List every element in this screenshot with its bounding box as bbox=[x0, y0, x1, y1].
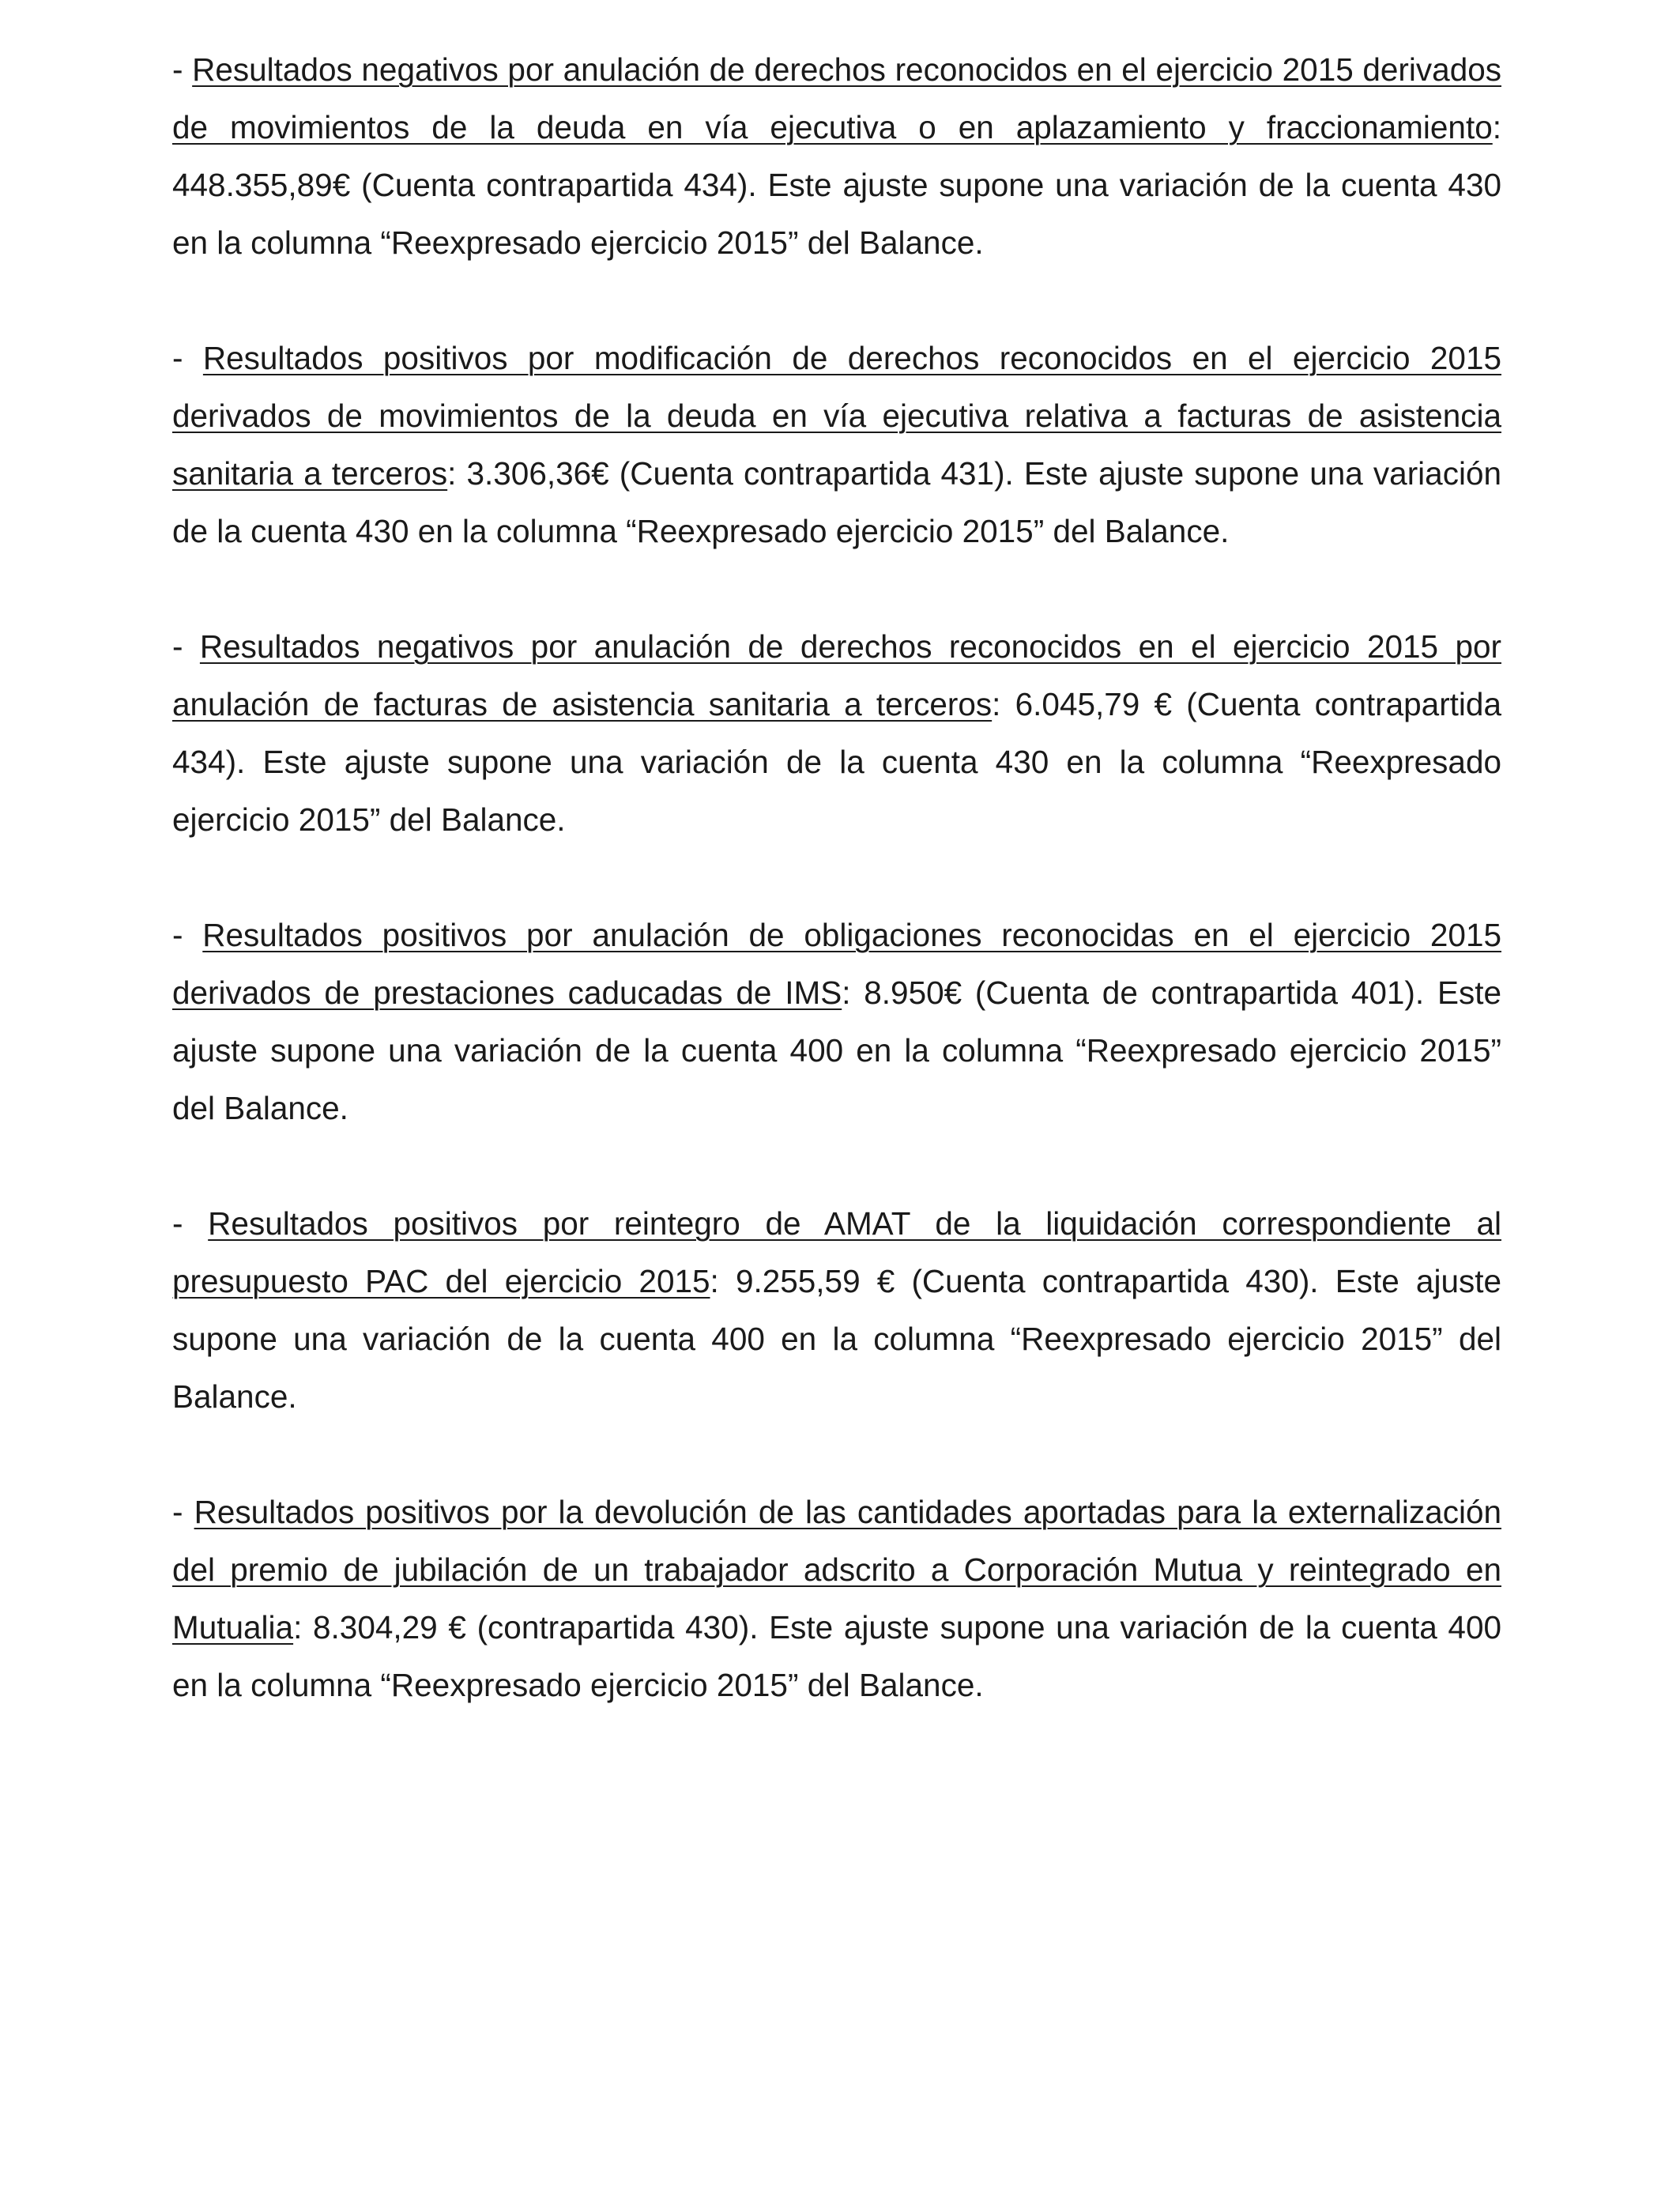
list-dash: - bbox=[172, 51, 193, 88]
adjustment-body: : 8.950€ (Cuenta de contrapartida 401). Este ajuste supone una variación de la cuenta 400 en la columna “Reexpresado ejercicio 2015” del Balance. bbox=[172, 974, 1501, 1126]
adjustment-body: : 6.045,79 € (Cuenta contrapartida 434). Este ajuste supone una variación de la cuenta 430 en la columna “Reexpresado ejercicio 2015” del Balance. bbox=[172, 686, 1501, 838]
adjustment-paragraph bbox=[172, 41, 1501, 272]
list-dash: - bbox=[172, 340, 203, 376]
list-dash: - bbox=[172, 1205, 209, 1242]
adjustment-title: Resultados positivos por reintegro de AMAT de la liquidación correspondiente al presupuesto PAC del ejercicio 2015 bbox=[172, 1205, 1501, 1299]
list-dash: - bbox=[172, 1494, 194, 1530]
adjustment-title: Resultados positivos por la devolución de las cantidades aportadas para la externalización del premio de jubilación de un trabajador adscrito a Corporación Mutua y reintegrado en Mutualia bbox=[172, 1494, 1501, 1646]
adjustment-paragraph bbox=[172, 1195, 1501, 1426]
adjustment-body: : 448.355,89€ (Cuenta contrapartida 434). Este ajuste supone una variación de la cuenta 430 en la columna “Reexpresado ejercicio 2015” del Balance. bbox=[172, 109, 1501, 261]
adjustment-title: Resultados negativos por anulación de derechos reconocidos en el ejercicio 2015 derivados de movimientos de la deuda en vía ejecutiva o en aplazamiento y fraccionamiento bbox=[172, 51, 1501, 145]
adjustment-body: : 8.304,29 € (contrapartida 430). Este ajuste supone una variación de la cuenta 400 en la columna “Reexpresado ejercicio 2015” del Balance. bbox=[172, 1609, 1501, 1703]
list-dash: - bbox=[172, 917, 203, 953]
adjustment-paragraph bbox=[172, 1483, 1501, 1714]
adjustment-title: Resultados positivos por modificación de derechos reconocidos en el ejercicio 2015 derivados de movimientos de la deuda en vía ejecutiva relativa a facturas de asistencia sanitaria a terceros bbox=[172, 340, 1501, 492]
document-page bbox=[172, 41, 1501, 1714]
adjustment-title: Resultados positivos por anulación de obligaciones reconocidas en el ejercicio 2015 derivados de prestaciones caducadas de IMS bbox=[172, 917, 1501, 1011]
adjustment-paragraph bbox=[172, 330, 1501, 560]
adjustment-body: : 3.306,36€ (Cuenta contrapartida 431). Este ajuste supone una variación de la cuenta 430 en la columna “Reexpresado ejercicio 2015” del Balance. bbox=[172, 455, 1501, 549]
adjustment-paragraph bbox=[172, 618, 1501, 849]
adjustment-paragraph bbox=[172, 907, 1501, 1137]
list-dash: - bbox=[172, 628, 200, 665]
adjustment-body: : 9.255,59 € (Cuenta contrapartida 430). Este ajuste supone una variación de la cuenta 400 en la columna “Reexpresado ejercicio 2015” del Balance. bbox=[172, 1263, 1501, 1415]
adjustment-title: Resultados negativos por anulación de derechos reconocidos en el ejercicio 2015 por anulación de facturas de asistencia sanitaria a terceros bbox=[172, 628, 1501, 722]
